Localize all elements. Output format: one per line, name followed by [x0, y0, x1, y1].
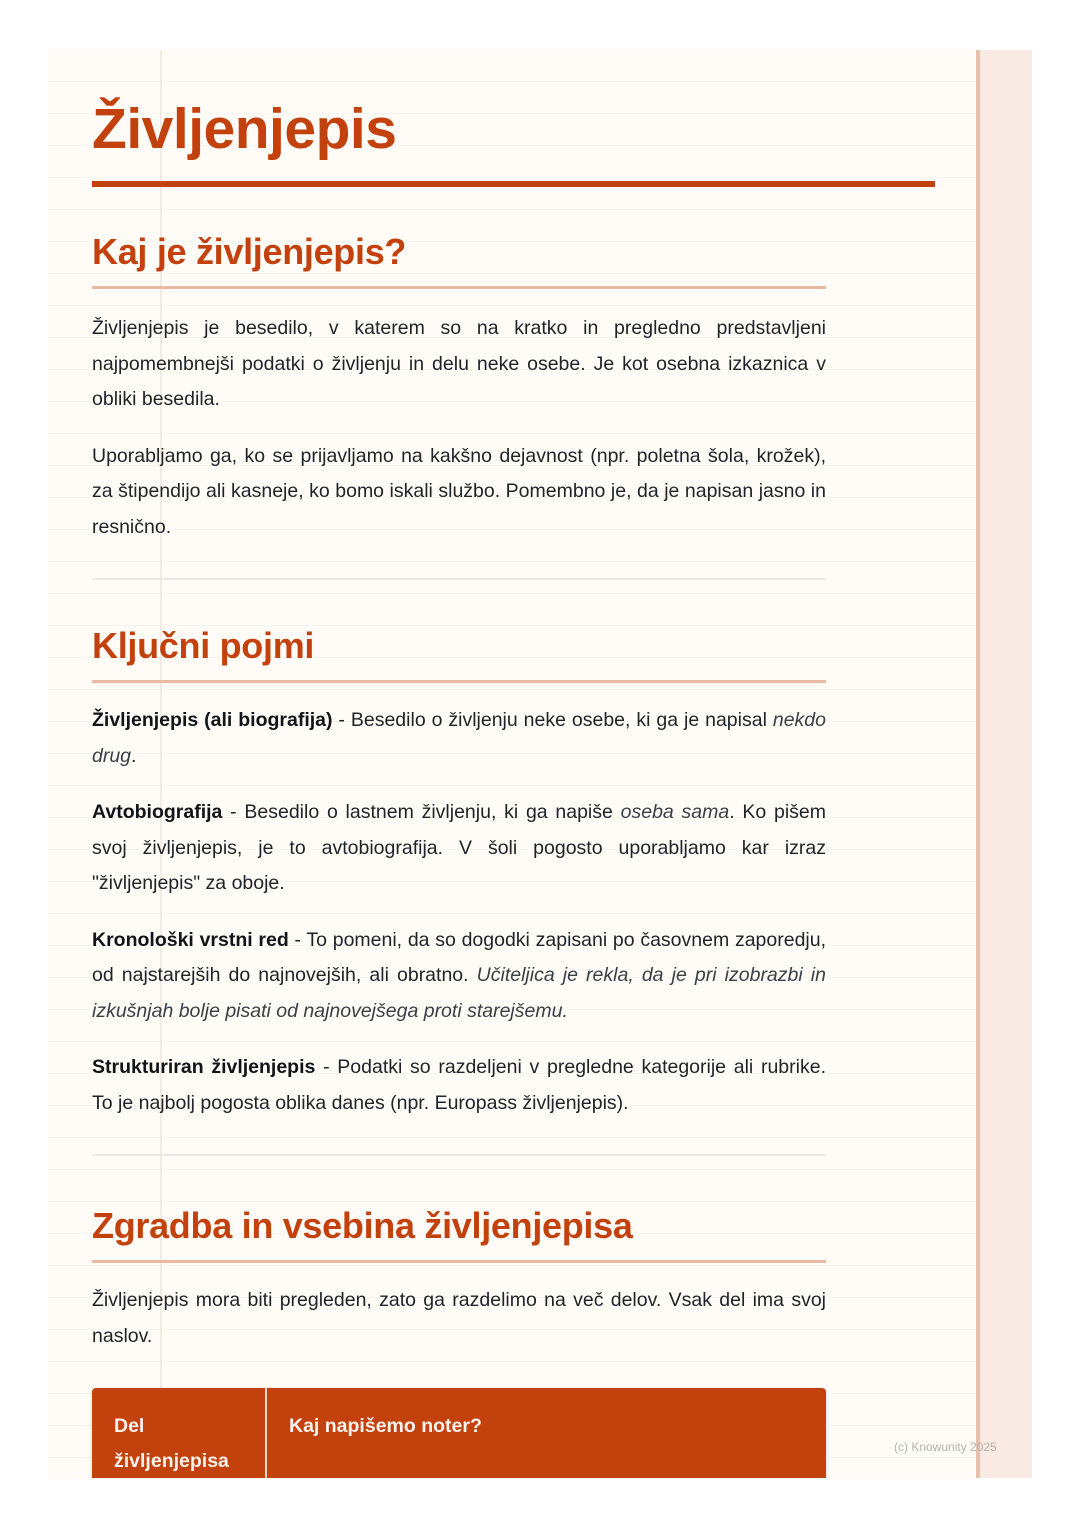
- heading-underline: [92, 1260, 826, 1263]
- section-structure: [92, 1204, 826, 1354]
- paragraph: Življenjepis je besedilo, v katerem so na kratko in pregledno predstavljeni najpomembnejši podatki o življenju in delu neke osebe. Je kot osebna izkaznica v obliki besedila.: [92, 317, 826, 410]
- heading-underline: [92, 680, 826, 683]
- heading-underline: [92, 286, 826, 289]
- table-header-cell-part: Del življenjepisa: [92, 1388, 267, 1478]
- section-heading: Ključni pojmi: [92, 625, 315, 666]
- section-key-terms: [92, 624, 826, 1156]
- structure-table-header: [92, 1388, 826, 1478]
- term: Avtobiografija: [92, 801, 223, 823]
- term-definition: Strukturiran življenjepis - Podatki so razdeljeni v pregledne kategorije ali rubrike. To je najbolj pogosta oblika danes (npr. Europass življenjepis).: [92, 1056, 826, 1114]
- term-definition: Življenjepis (ali biografija) - Besedilo o življenju neke osebe, ki ga je napisal nekdo drug.: [92, 709, 826, 767]
- section-divider: [92, 1154, 826, 1156]
- paragraph: Življenjepis mora biti pregleden, zato ga razdelimo na več delov. Vsak del ima svoj naslov.: [92, 1289, 826, 1347]
- title-underline: [92, 181, 935, 187]
- paragraph: Uporabljamo ga, ko se prijavljamo na kakšno dejavnost (npr. poletna šola, krožek), za štipendijo ali kasneje, ko bomo iskali službo. Pomembno je, da je napisan jasno in resnično.: [92, 444, 826, 538]
- section-divider: [92, 578, 826, 580]
- term: Življenjepis (ali biografija): [92, 709, 333, 731]
- document-page: [48, 50, 1032, 1478]
- term: Strukturiran življenjepis: [92, 1056, 316, 1078]
- term-definition: Avtobiografija - Besedilo o lastnem življenju, ki ga napiše oseba sama. Ko pišem svoj življenjepis, je to avtobiografija. V šoli pogosto uporabljamo kar izraz "življenjepis" za oboje.: [92, 801, 826, 894]
- side-strip-border: [976, 50, 980, 1478]
- side-strip: [976, 50, 1032, 1478]
- section-heading: Zgradba in vsebina življenjepisa: [92, 1205, 633, 1246]
- term-definition: Kronološki vrstni red - To pomeni, da so dogodki zapisani po časovnem zaporedju, od najstarejših do najnovejših, ali obratno. Učiteljica je rekla, da je pri izobrazbi in izkušnjah bolje pisati od najnovejšega proti starejšemu.: [92, 928, 827, 1022]
- section-what-is: [92, 230, 826, 580]
- section-heading: Kaj je življenjepis?: [92, 231, 407, 272]
- table-header-cell-content: Kaj napišemo noter?: [289, 1415, 482, 1437]
- term: Kronološki vrstni red: [92, 928, 289, 951]
- page-title: Življenjepis: [92, 97, 397, 161]
- copyright-footer: (c) Knowunity 2025: [894, 1440, 997, 1454]
